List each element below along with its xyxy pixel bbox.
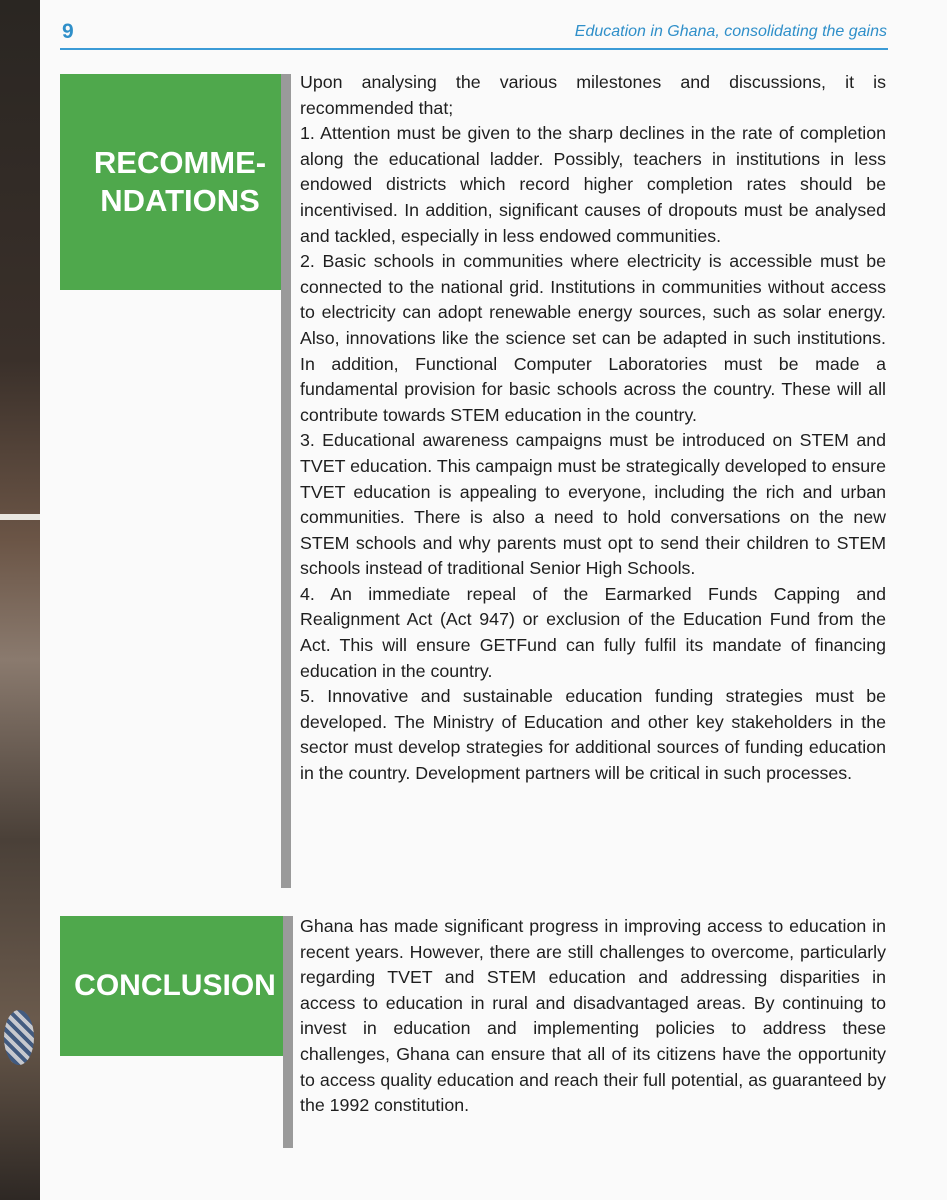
header-divider	[60, 48, 888, 50]
recommendation-item: 3. Educational awareness campaigns must be introduced on STEM and TVET education. This campaign must be strategically developed to ensure TVET education is appealing to everyone, including the rich and urban communities. There is also a need to hold conversations on the new STEM schools and why parents must opt to send their children to STEM schools instead of traditional Senior High Schools.	[300, 430, 886, 579]
recommendation-item: 1. Attention must be given to the sharp declines in the rate of completion along the educational ladder. Possibly, teachers in institutions in less endowed districts which record higher completion rates should be incentivised. In addition, significant causes of dropouts must be analysed and tackled, especially in less endowed communities.	[300, 123, 886, 246]
conclusion-body	[300, 914, 886, 1119]
recommendations-side-bar	[281, 74, 291, 888]
recommendation-item: 5. Innovative and sustainable education funding strategies must be developed. The Ministry of Education and other key stakeholders in the sector must develop strategies for additional sources of funding education in the country. Development partners will be critical in such processes.	[300, 686, 886, 784]
background-plate-detail	[4, 1010, 34, 1065]
conclusion-heading-label: CONCLUSION	[74, 969, 276, 1002]
recommendations-intro: Upon analysing the various milestones and discussions, it is recommended that;	[300, 72, 886, 118]
recommendation-item: 4. An immediate repeal of the Earmarked Funds Capping and Realignment Act (Act 947) or exclusion of the Education Fund from the Act. This will ensure GETFund can fully fulfil its mandate of financing education in the country.	[300, 583, 886, 681]
recommendations-heading-line1: RECOMME-	[93, 145, 267, 180]
document-page	[40, 0, 947, 1200]
background-photo-detail	[0, 514, 40, 520]
recommendations-heading-line2: NDATIONS	[100, 183, 260, 218]
conclusion-text: Ghana has made significant progress in improving access to education in recent years. However, there are still challenges to overcome, particularly regarding TVET and STEM education and addressing disparities in access to education in rural and disadvantaged areas. By continuing to invest in education and implementing policies to address these challenges, Ghana can ensure that all of its citizens have the opportunity to access quality education and reach their full potential, as guaranteed by the 1992 constitution.	[300, 916, 886, 1116]
recommendations-body	[300, 70, 886, 787]
conclusion-heading	[60, 916, 286, 1056]
running-title: Education in Ghana, consolidating the gains	[574, 23, 887, 40]
recommendation-item: 2. Basic schools in communities where electricity is accessible must be connected to the national grid. Institutions in communities without access to electricity can adopt renewable energy sources, such as solar energy. Also, innovations like the science set can be adapted in such institutions. In addition, Functional Computer Laboratories must be made a fundamental provision for basic schools across the country. These will all contribute towards STEM education in the country.	[300, 251, 886, 425]
conclusion-side-bar	[283, 916, 293, 1148]
page-number: 9	[62, 20, 74, 43]
recommendations-heading	[60, 74, 290, 290]
